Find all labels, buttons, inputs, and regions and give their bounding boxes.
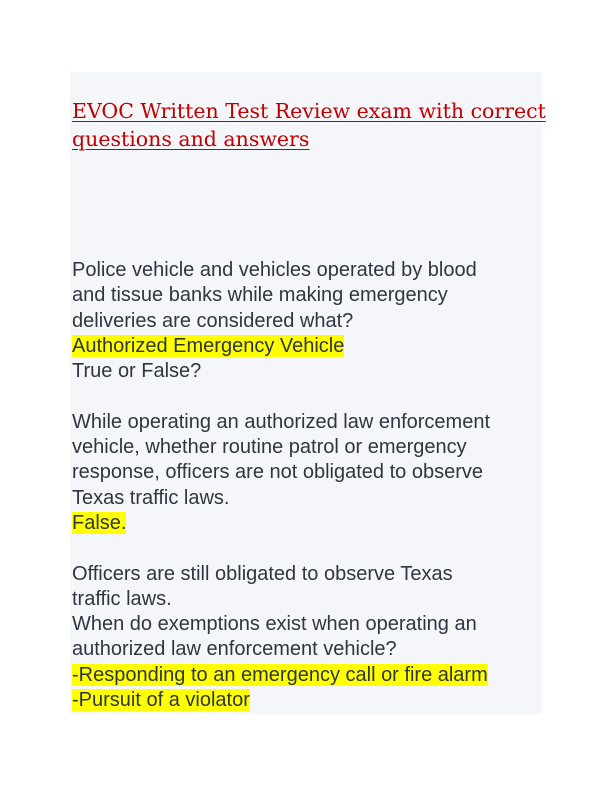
paragraph-gap	[72, 536, 542, 561]
question-1-line: deliveries are considered what?	[72, 309, 354, 332]
explanation-line: Officers are still obligated to observe Texas	[72, 562, 453, 585]
question-3-line: When do exemptions exist when operating an	[72, 613, 477, 636]
question-1-line: and tissue banks while making emergency	[72, 284, 448, 307]
answer-1-line	[72, 334, 542, 359]
question-1-line: Police vehicle and vehicles operated by blood	[72, 259, 477, 281]
answer-3-line	[72, 688, 542, 713]
answer-2-line	[72, 511, 542, 536]
title-line: EVOC Written Test Review exam with correct	[72, 99, 546, 123]
question-3-line: authorized law enforcement vehicle?	[72, 638, 397, 661]
answer-3-highlight: -Responding to an emergency call or fire alarm	[72, 663, 488, 686]
question-2-line: response, officers are not obligated to observe	[72, 461, 483, 484]
answer-3-highlight: -Pursuit of a violator	[72, 689, 250, 712]
answer-1-highlight: Authorized Emergency Vehicle	[72, 334, 345, 357]
explanation-line: traffic laws.	[72, 587, 172, 610]
question-2-line: While operating an authorized law enforcement	[72, 410, 491, 433]
document-body	[72, 258, 542, 713]
paragraph-gap	[72, 384, 542, 409]
title-line: questions and answers	[72, 127, 310, 151]
document-title	[72, 97, 546, 153]
question-2-line: vehicle, whether routine patrol or emergency	[72, 436, 467, 459]
answer-3-line	[72, 663, 542, 688]
answer-2-highlight: False.	[72, 511, 127, 534]
question-2-prompt: True or False?	[72, 360, 202, 383]
question-2-line: Texas traffic laws.	[72, 486, 230, 509]
